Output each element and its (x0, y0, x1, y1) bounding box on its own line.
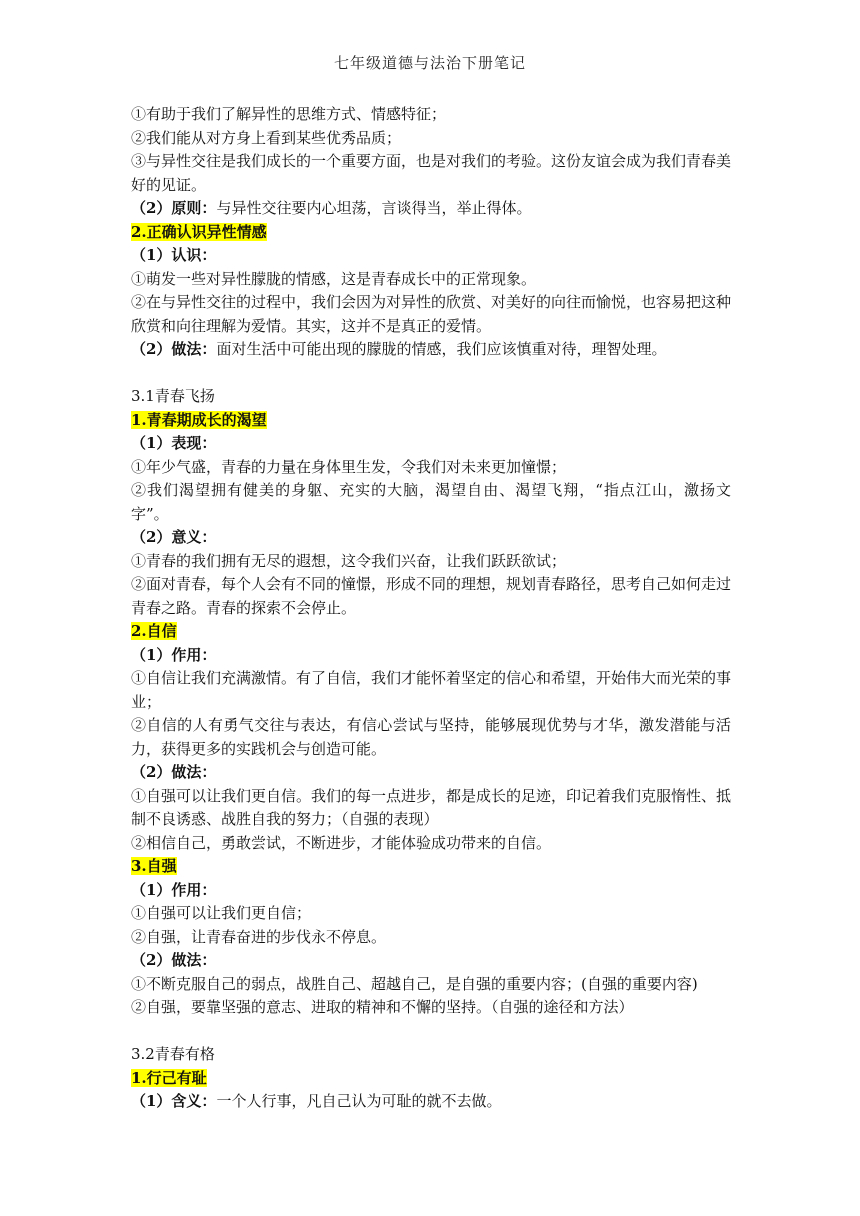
meaning-text: 一个人行事，凡自己认为可耻的就不去做。 (216, 1092, 502, 1110)
page-header: 七年级道德与法治下册笔记 (333, 54, 526, 72)
method-text: 面对生活中可能出现的朦胧的情感，我们应该慎重对待，理智处理。 (216, 340, 667, 358)
subheading: （1）表现： (131, 434, 217, 452)
paragraph: ②面对青春，每个人会有不同的憧憬，形成不同的理想，规划青春路径，思考自己如何走过青春之路。青春的探索不会停止。 (131, 575, 732, 617)
subheading: （2）做法： (131, 763, 217, 781)
paragraph: ①有助于我们了解异性的思维方式、情感特征； (131, 105, 447, 123)
paragraph: ①萌发一些对异性朦胧的情感，这是青春成长中的正常现象。 (131, 269, 537, 288)
paragraph: ①青春的我们拥有无尽的遐想，这令我们兴奋，让我们跃跃欲试； (131, 551, 567, 570)
subheading: （2）意义： (131, 528, 217, 546)
paragraph: ①自强可以让我们更自信。我们的每一点进步，都是成长的足迹，印记着我们克服惰性、抵制不良诱惑、战胜自我的努力；（自强的表现） (131, 786, 732, 828)
section-heading: 2.正确认识异性情感 (131, 222, 267, 241)
paragraph: ③与异性交往是我们成长的一个重要方面，也是对我们的考验。这份友谊会成为我们青春美好的见证。 (131, 152, 732, 194)
paragraph: ②我们渴望拥有健美的身躯、充实的大脑，渴望自由、渴望飞翔，“指点江山，激扬文字”。 (131, 481, 731, 523)
section-heading: 3.自强 (131, 857, 177, 875)
chapter-title: 3.2青春有格 (131, 1045, 215, 1063)
paragraph: ②在与异性交往的过程中，我们会因为对异性的欣赏、对美好的向往而愉悦，也容易把这种欣赏和向往理解为爱情。其实，这并不是真正的爱情。 (131, 293, 732, 335)
section-heading: 2.自信 (131, 622, 177, 640)
chapter-title: 3.1青春飞扬 (131, 387, 215, 405)
principle-label: （2）原则： (131, 199, 217, 217)
principle-line (131, 197, 731, 221)
subheading: （1）作用： (131, 645, 217, 664)
paragraph: ①不断克服自己的弱点，战胜自己、超越自己，是自强的重要内容；(自强的重要内容) (131, 974, 698, 993)
paragraph: ①自信让我们充满激情。有了自信，我们才能怀着坚定的信心和希望，开始伟大而光荣的事业； (131, 669, 732, 711)
method-label: （2）做法： (131, 340, 217, 358)
spacer (131, 1020, 731, 1044)
paragraph: ②自强，让青春奋进的步伐永不停息。 (131, 927, 387, 946)
paragraph: ②相信自己，勇敢尝试，不断进步，才能体验成功带来的自信。 (131, 833, 552, 852)
section-heading: 1.青春期成长的渴望 (131, 410, 267, 429)
paragraph: ②自强，要靠坚强的意志、进取的精神和不懈的坚持。（自强的途径和方法） (131, 998, 634, 1016)
subheading: （2）做法： (131, 951, 217, 969)
section-heading: 1.行己有耻 (131, 1068, 207, 1087)
method-line (131, 338, 731, 362)
paragraph: ②我们能从对方身上看到某些优秀品质； (131, 128, 402, 147)
meaning-line (131, 1090, 731, 1114)
paragraph: ①自强可以让我们更自信； (131, 904, 312, 922)
paragraph: ①年少气盛，青春的力量在身体里生发，令我们对未来更加憧憬； (131, 457, 567, 476)
spacer (131, 362, 731, 386)
subheading: （1）认识： (131, 246, 217, 264)
meaning-label: （1）含义： (131, 1092, 217, 1110)
paragraph: ②自信的人有勇气交往与表达，有信心尝试与坚持，能够展现优势与才华，激发潜能与活力，获得更多的实践机会与创造可能。 (131, 716, 731, 758)
principle-text: 与异性交往要内心坦荡，言谈得当，举止得体。 (216, 199, 532, 217)
subheading: （1）作用： (131, 880, 217, 899)
document-body (131, 103, 731, 1114)
